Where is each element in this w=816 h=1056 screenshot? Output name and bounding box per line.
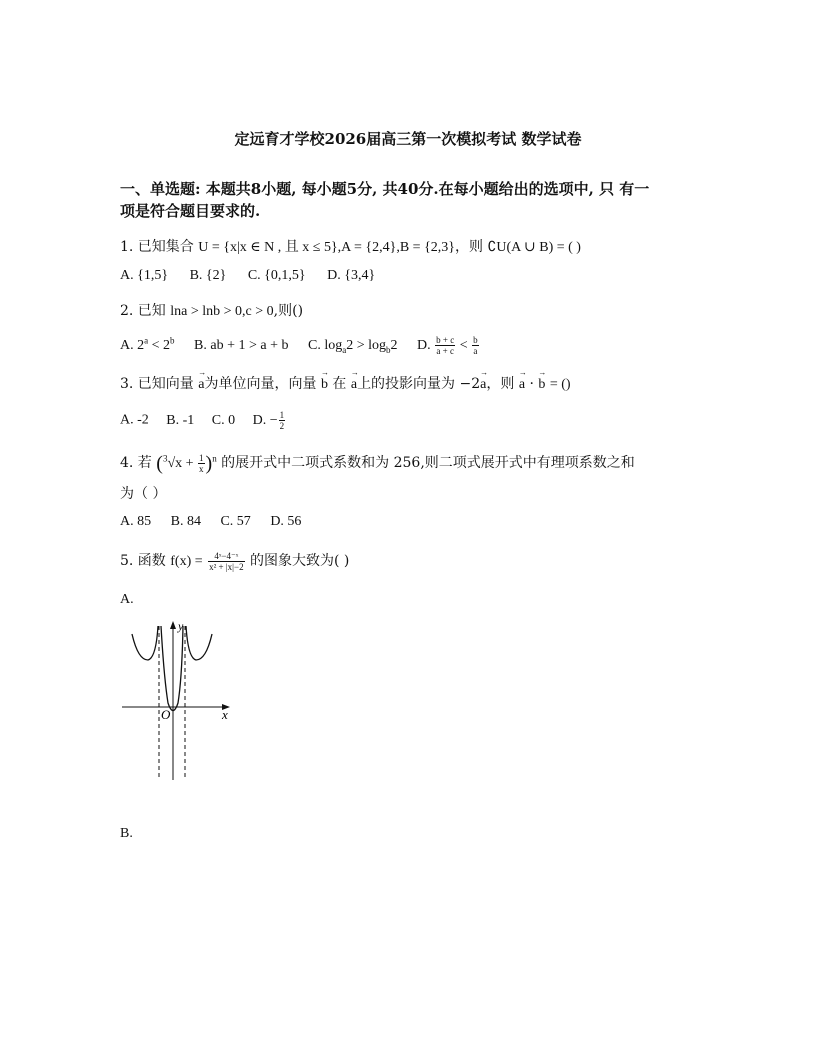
q3-text-d: 上的投影向量为 −2 [357, 376, 481, 392]
q3-option-c[interactable]: C. 0 [211, 412, 236, 428]
q2-option-d[interactable]: D. $\frac{b + c}{a + c}$ < $\frac{b}{a}$ [417, 335, 478, 356]
vector-b: → b [321, 377, 328, 393]
q1-comma: ，则 [455, 239, 484, 255]
vector-a-4: → a [519, 377, 525, 393]
q3-option-d[interactable]: D. − $\frac{1}{2}$ [252, 410, 285, 431]
section-heading-line1: 一、单选题: 本题共8小题, 每小题5分, 共40分.在每小题给出的选项中, 只 有一 [120, 180, 650, 198]
q4-options [120, 514, 301, 530]
left-branch [132, 626, 158, 660]
question-3: 3. 已知向量 → a为单位向量，向量 → b 在 → a上的投影向量为 −2→ a，则 → a · → b = () [120, 373, 571, 393]
q1-option-a[interactable]: A. {1,5} [120, 268, 169, 283]
q3-text-e: ，则 [486, 376, 515, 392]
q1-options [120, 268, 393, 284]
q4-text: 的展开式中二项式系数和为 256,则二项式展开式中有理项系数之和 [221, 455, 635, 471]
q1-expression: ∁U(A ∪ B) = ( ) [487, 240, 581, 255]
q5-lead: 5. 函数 [120, 553, 166, 569]
q4-option-c[interactable]: C. 57 [220, 514, 251, 529]
q4-option-b[interactable]: B. 84 [170, 514, 201, 529]
q3-text-a: 3. 已知向量 [120, 376, 194, 392]
q5-fx: f(x) = [170, 554, 203, 569]
q4-line2: 为（ ） [120, 486, 167, 502]
q1-option-d[interactable]: D. {3,4} [327, 268, 376, 283]
y-axis-arrow [170, 621, 176, 629]
vector-a-3: → a [480, 377, 486, 393]
q3-option-a[interactable]: A. -2 [120, 412, 149, 428]
question-4 [120, 452, 635, 475]
section-heading [120, 178, 700, 222]
middle-branch [161, 626, 183, 711]
question-5 [120, 550, 349, 572]
q5-fraction: $\frac{\text{4ˣ−4⁻ˣ}}{\text{x² + |x|−2}}$ [209, 550, 244, 572]
q3-text-c: 在 [332, 376, 347, 392]
q3-text-b: 为单位向量，向量 [204, 376, 317, 392]
vector-b-2: → b [538, 377, 545, 393]
q2-options [120, 335, 480, 356]
q2-condition: lna > lnb > 0,c > 0 [170, 304, 274, 319]
q1-lead: 1. 已知集合 [120, 239, 194, 255]
vector-a: → a [198, 377, 204, 393]
q1-sets: U = {x|x ∈ N , 且 x ≤ 5},A = {2,4},B = {2,3} [198, 240, 456, 255]
right-branch [186, 626, 212, 660]
q5-tail: 的图象大致为( ) [250, 553, 350, 569]
origin-label: O [161, 707, 171, 722]
question-1 [120, 236, 581, 256]
q2-lead: 2. 已知 [120, 303, 166, 319]
question-2 [120, 300, 303, 320]
q4-lead: 4. 若 [120, 455, 152, 471]
q1-option-c[interactable]: C. {0,1,5} [247, 268, 306, 283]
q4-option-d[interactable]: D. 56 [270, 514, 302, 529]
q3-options [120, 410, 286, 431]
q5-option-a-label[interactable]: A. [120, 592, 134, 607]
y-axis-label: y [178, 619, 184, 633]
q3-text-f: = () [549, 377, 571, 392]
q2-tail: ,则() [273, 303, 304, 319]
q5-option-b-label[interactable]: B. [120, 826, 133, 841]
q2-option-c[interactable]: C. $\log_a2 > \log_b2$ [307, 337, 398, 355]
q4-option-a[interactable]: A. 85 [120, 514, 152, 529]
vector-a-2: → a [351, 377, 357, 393]
q2-option-a[interactable]: A. $2^a < 2^b$ [120, 335, 175, 353]
q4-binomial: ($^3$√x + $\frac{1}{x}$ )$^n$ [156, 452, 217, 475]
page-title: 定远育才学校2026届高三第一次模拟考试 数学试卷 [234, 130, 582, 148]
q3-option-b[interactable]: B. -1 [166, 412, 195, 428]
section-heading-line2: 项是符合题目要求的. [120, 202, 261, 220]
q5-graph-a [118, 618, 238, 783]
q1-option-b[interactable]: B. {2} [189, 268, 227, 283]
q2-option-b[interactable]: B. ab + 1 > a + b [194, 337, 289, 353]
x-axis-label: x [222, 707, 228, 722]
